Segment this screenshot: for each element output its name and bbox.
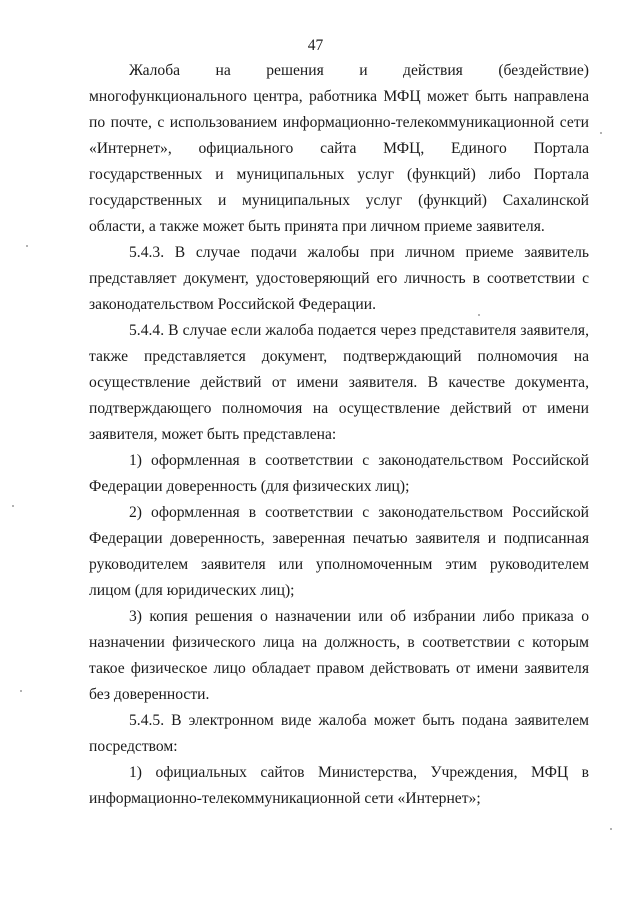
scan-speck — [478, 314, 480, 316]
document-body — [89, 58, 589, 812]
scan-speck — [610, 828, 612, 830]
page-number: 47 — [307, 37, 324, 54]
scan-speck — [26, 245, 28, 247]
list-item-2-power-of-attorney-legal-entities: 2) оформленная в соответствии с законодательством Российской Федерации доверенность, заверенная печатью заявителя и подписанная руководителем заявителя или уполномоченным этим руководителем лицом (для юридических лиц); — [89, 504, 589, 599]
paragraph-5-4-3: 5.4.3. В случае подачи жалобы при личном приеме заявитель представляет документ, удостоверяющий его личность в соответствии с законодательством Российской Федерации. — [89, 244, 589, 313]
list-item-1-official-websites: 1) официальных сайтов Министерства, Учреждения, МФЦ в информационно-телекоммуникационной сети «Интернет»; — [89, 764, 589, 807]
paragraph-5-4-4: 5.4.4. В случае если жалоба подается через представителя заявителя, также представляется документ, подтверждающий полномочия на осуществление действий от имени заявителя. В качестве документа, подтверждающего полномочия на осуществление действий от имени заявителя, может быть представлена: — [89, 322, 589, 443]
paragraph-complaint-channels: Жалоба на решения и действия (бездействие) многофункционального центра, работника МФЦ может быть направлена по почте, с использованием информационно-телекоммуникационной сети «Интернет», официального сайта МФЦ, Единого Портала государственных и муниципальных услуг (функций) либо Портала государственных и муниципальных услуг (функций) Сахалинской области, а также может быть принята при личном приеме заявителя. — [89, 62, 589, 235]
list-item-1-power-of-attorney-individuals: 1) оформленная в соответствии с законодательством Российской Федерации доверенность (для физических лиц); — [89, 452, 589, 495]
scan-speck — [600, 132, 602, 134]
paragraph-5-4-5: 5.4.5. В электронном виде жалоба может быть подана заявителем посредством: — [89, 712, 589, 755]
scan-speck — [12, 505, 14, 507]
list-item-3-appointment-decision: 3) копия решения о назначении или об избрании либо приказа о назначении физического лица на должность, в соответствии с которым такое физическое лицо обладает правом действовать от имени заявителя без доверенности. — [89, 608, 589, 703]
scan-speck — [20, 690, 22, 692]
